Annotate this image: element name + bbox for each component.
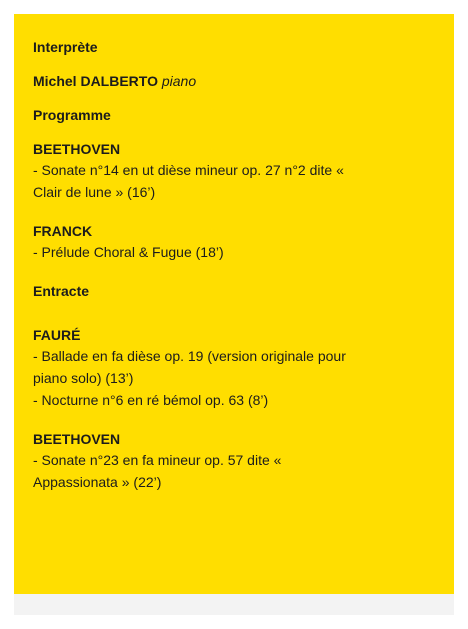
performer-instrument: piano [161, 73, 197, 89]
performer-heading: Interprète [33, 39, 98, 55]
work-line: - Nocturne n°6 en ré bémol op. 63 (8’) [33, 392, 269, 408]
content-frame [14, 14, 454, 615]
program-card [14, 14, 454, 594]
composer-name: FRANCK [33, 223, 93, 239]
program-section-beethoven-2 [33, 429, 434, 493]
composer-name: FAURÉ [33, 327, 81, 343]
programme-heading: Programme [33, 107, 111, 123]
work-line: - Ballade en fa dièse op. 19 (version originale pour [33, 348, 346, 364]
intermission-label: Entracte [33, 283, 90, 299]
work-line: Clair de lune » (16’) [33, 184, 156, 200]
program-section-franck [33, 221, 434, 263]
performer-name: Michel DALBERTO [33, 73, 158, 89]
work-line: - Sonate n°23 en fa mineur op. 57 dite « [33, 452, 282, 468]
composer-name: BEETHOVEN [33, 141, 121, 157]
work-line: piano solo) (13’) [33, 370, 134, 386]
program-section-beethoven-1 [33, 139, 434, 203]
program-section-faure [33, 325, 434, 411]
work-line: Appassionata » (22’) [33, 474, 162, 490]
work-line: - Prélude Choral & Fugue (18’) [33, 244, 224, 260]
work-line: - Sonate n°14 en ut dièse mineur op. 27 n°2 dite « [33, 162, 344, 178]
performer-line [33, 71, 434, 91]
composer-name: BEETHOVEN [33, 431, 121, 447]
